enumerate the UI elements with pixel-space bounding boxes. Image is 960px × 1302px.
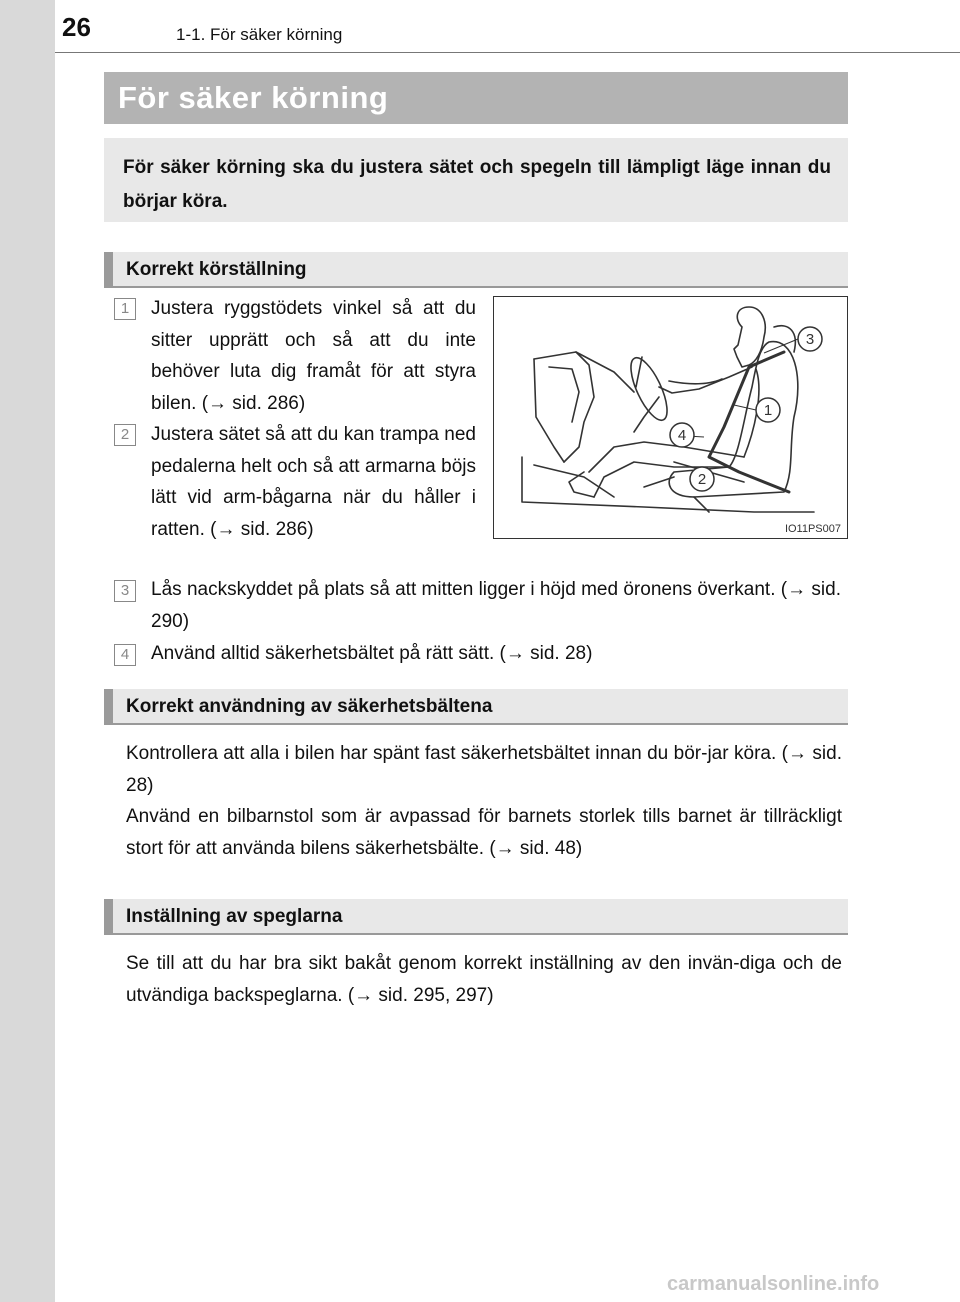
item-text-1: Justera ryggstödets vinkel så att du sitter upprätt och så att du inte behöver luta dig framåt för att styra bilen. (→ sid. 286) xyxy=(151,298,476,414)
page-number: 26 xyxy=(62,12,91,42)
intro-text: För säker körning ska du justera sätet och spegeln till lämpligt läge innan du börjar köra. xyxy=(123,157,831,212)
belt-paragraph-2: Använd en bilbarnstol som är avpassad för barnets storlek tills barnet är tillräckligt stort för att använda bilens säkerhetsbälte. (→ sid. 48) xyxy=(126,806,842,859)
item-number-2: 2 xyxy=(114,424,136,446)
header-divider xyxy=(55,52,960,53)
section-heading: Korrekt användning av säkerhetsbältena xyxy=(126,696,493,717)
section-header-bar xyxy=(104,689,113,723)
belt-paragraph-1: Kontrollera att alla i bilen har spänt fast säkerhetsbältet innan du bör-jar köra. (→ sid. 28) xyxy=(126,743,842,796)
intro-box xyxy=(104,138,848,222)
title-banner xyxy=(104,72,848,124)
section-heading: Korrekt körställning xyxy=(126,259,307,280)
callout-label-1: 1 xyxy=(763,402,773,419)
callout-label-4: 4 xyxy=(677,427,687,444)
section-header-sakerhetsbalten xyxy=(104,689,848,725)
section-header-korstallning xyxy=(104,252,848,288)
section-header-bar xyxy=(104,899,113,933)
watermark: carmanualsonline.info xyxy=(667,1273,880,1295)
driving-position-illustration xyxy=(493,296,848,539)
section-header-speglarna xyxy=(104,899,848,935)
section-heading: Inställning av speglarna xyxy=(126,906,343,927)
item-text-3: Lås nackskyddet på plats så att mitten ligger i höjd med öronens överkant. (→ sid. 290) xyxy=(151,579,841,632)
item-text-4: Använd alltid säkerhetsbältet på rätt sätt. (→ sid. 28) xyxy=(151,643,593,664)
callout-label-2: 2 xyxy=(697,471,707,488)
section-header-bar xyxy=(104,252,113,286)
page-title: För säker körning xyxy=(118,80,389,115)
item-text-2: Justera sätet så att du kan trampa ned pedalerna helt och så att armarna böjs lätt vid arm-bågarna när du håller i ratten. (→ sid. 286) xyxy=(151,424,476,540)
illustration-code: IO11PS007 xyxy=(784,523,841,535)
page-side-bar xyxy=(0,0,55,1302)
callout-label-3: 3 xyxy=(805,331,815,348)
driver-seat-drawing xyxy=(494,297,846,537)
mirror-paragraph: Se till att du har bra sikt bakåt genom korrekt inställning av den invän-diga och de utvändiga backspeglarna. (→ sid. 295, 297) xyxy=(126,953,842,1006)
item-number-4: 4 xyxy=(114,644,136,666)
item-number-1: 1 xyxy=(114,298,136,320)
item-number-3: 3 xyxy=(114,580,136,602)
breadcrumb: 1-1. För säker körning xyxy=(176,25,343,44)
